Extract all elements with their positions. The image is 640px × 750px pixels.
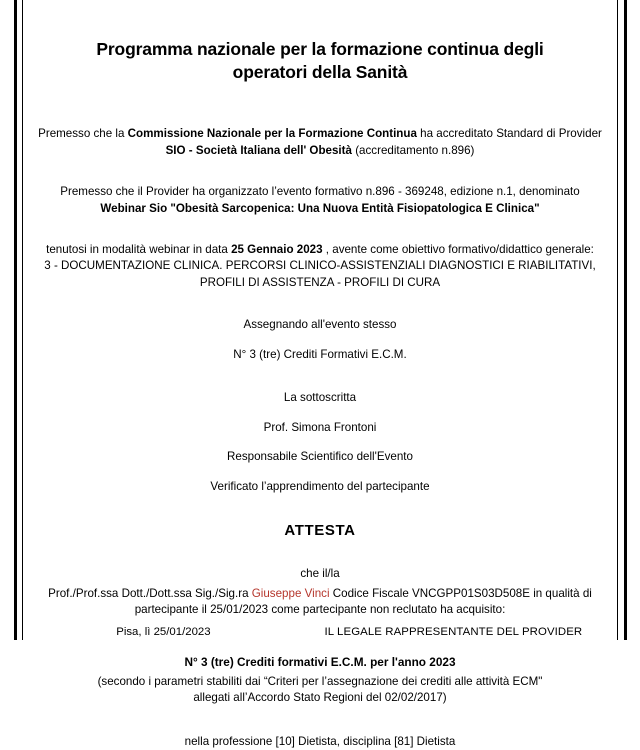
provider-name: SIO - Società Italiana dell' Obesità (165, 143, 352, 157)
tenutosi-paragraph (30, 242, 610, 291)
codice-fiscale-label: Codice Fiscale (329, 586, 413, 600)
obiettivo-line-1: 3 - DOCUMENTAZIONE CLINICA. PERCORSI CLINICO-ASSISTENZIALI DIAGNOSTICI E RIABILITATIVI, (44, 259, 596, 273)
tenutosi-lead: tenutosi in modalità webinar in data (46, 243, 232, 256)
crediti-finali-title: N° 3 (tre) Crediti formativi E.C.M. per l'anno 2023 (184, 655, 456, 670)
evento-name: Webinar Sio "Obesità Sarcopenica: Una Nuova Entità Fisiopatologica E Clinica" (100, 201, 540, 215)
criteri-line-2: allegati all’Accordo Stato Regioni del 02/02/2017) (193, 691, 447, 705)
partecipante-title-prefix: Prof./Prof.ssa Dott./Dott.ssa Sig./Sig.ra (48, 586, 252, 600)
premessa-evento-paragraph (30, 184, 610, 217)
attesta-heading: ATTESTA (284, 522, 356, 540)
che-il-la-label: che il/la (300, 567, 340, 581)
page-border-right-outer (624, 0, 627, 640)
partecipante-paragraph (30, 586, 610, 619)
evento-date: 25 Gennaio 2023 (231, 243, 323, 256)
premessa-provider-paragraph (30, 126, 610, 159)
professione-disciplina: nella professione [10] Dietista, disciplina [81] Dietista (184, 734, 456, 748)
certificate-content (30, 0, 610, 748)
codice-fiscale-value: VNCGPP01S03D508E (412, 586, 530, 600)
firmatario-verification: Verificato l’apprendimento del partecipante (210, 479, 430, 493)
footer-place-date: Pisa, lì 25/01/2023 (116, 626, 211, 638)
premessa-evento-lead: Premesso che il Provider ha organizzato l’evento formativo n.896 - 369248, edizione n.1, denominato (60, 185, 580, 199)
page-border-left-outer (14, 0, 17, 640)
page-footer (30, 626, 610, 638)
partecipante-name: Giuseppe Vinci (251, 586, 330, 600)
premessa-provider-tail: (accreditamento n.896) (351, 143, 475, 157)
premessa-provider-lead: Premesso che la (38, 127, 128, 141)
page-title (30, 0, 610, 84)
footer-legal-representative: IL LEGALE RAPPRESENTANTE DEL PROVIDER (324, 626, 583, 638)
tenutosi-tail: , avente come obiettivo formativo/didattico generale: (322, 243, 594, 256)
firmatario-role: Responsabile Scientifico dell'Evento (227, 450, 413, 464)
partecipante-qualita: in qualità di (529, 586, 592, 600)
commissione-nazionale-name: Commissione Nazionale per la Formazione Continua (127, 127, 417, 141)
firmatario-name: Prof. Simona Frontoni (263, 420, 377, 434)
premessa-provider-middle: ha accreditato Standard di Provider (416, 127, 602, 141)
crediti-finali-block (30, 654, 610, 671)
obiettivo-line-2: PROFILI DI ASSISTENZA - PROFILI DI CURA (199, 275, 441, 289)
criteri-block (30, 674, 610, 707)
criteri-line-1: (secondo i parametri stabiliti dai “Criteri per l’assegnazione dei crediti alle attività ECM" (97, 674, 543, 688)
partecipante-dettagli: partecipante il 25/01/2023 come partecipante non reclutato ha acquisito: (134, 602, 506, 616)
page-title-line-1: Programma nazionale per la formazione continua degli (96, 39, 544, 59)
page-border-left-inner (22, 0, 23, 640)
page-title-line-2: operatori della Sanità (232, 62, 408, 83)
page-border-right-inner (617, 0, 618, 640)
firmatario-intro: La sottoscritta (283, 391, 357, 405)
assegnazione-intro: Assegnando all'evento stesso (243, 318, 397, 332)
crediti-formativi-value: N° 3 (tre) Crediti Formativi E.C.M. (233, 347, 407, 361)
